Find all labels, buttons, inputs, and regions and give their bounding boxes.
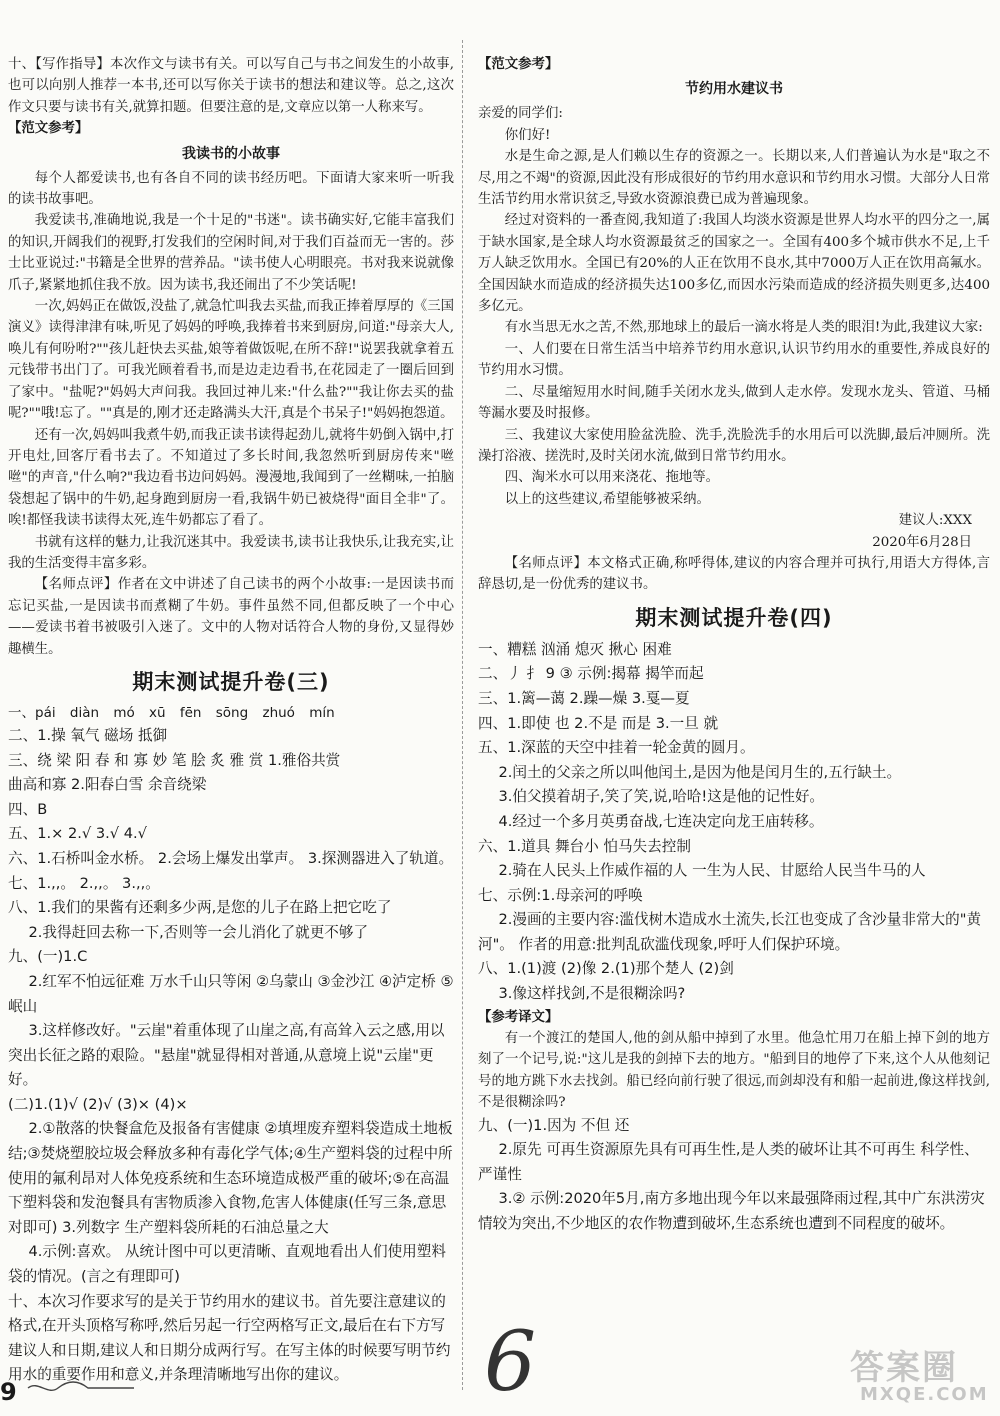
answer-line: 四、1.即使 也 2.不是 而是 3.一旦 就 — [478, 714, 719, 732]
answer-line: 2.骑在人民头上作威作福的人 一生为人民、甘愿给人民当牛马的人 — [498, 862, 926, 880]
flourish-ornament — [26, 1380, 136, 1396]
column-divider — [462, 40, 464, 1390]
essay-paragraph: 每个人都爱读书,也有各自不同的读书经历吧。下面请大家来听一听我的读书故事吧。 — [8, 170, 454, 208]
answer-line: 2.闰土的父亲之所以叫他闰土,是因为他是闰月生的,五行缺土。 — [498, 763, 902, 781]
essay-paragraph: 我爱读书,准确地说,我是一个十足的"书迷"。读书确实好,它能丰富我们的知识,开阔我们的视野,打发我们的空闲时间,对于我们百益而无一害的。莎士比亚说过:"书籍是全世界的营养品。"读书使人心明眼亮。书对我来说就像爪子,紧紧地抓住我不放。因为读书,我还闹出了不少笑话呢! — [8, 213, 454, 293]
answer-line: 2.漫画的主要内容:滥伐树木造成水土流失,长江也变成了含沙量非常大的"黄河"。 作者的用意:批判乱砍滥伐现象,呼吁人们保护环境。 — [478, 911, 982, 953]
answer-line: 九、(一)1.因为 不但 还 — [478, 1116, 630, 1134]
essay-title: 我读书的小故事 — [182, 145, 280, 162]
section-title-3: 期末测试提升卷(三) — [132, 669, 330, 694]
answer-line: 八、1.我们的果酱有还剩多少两,是您的儿子在路上把它吃了 — [8, 899, 392, 917]
left-column — [8, 54, 454, 1388]
teacher-comment: 【名师点评】作者在文中讲述了自己读书的两个小故事:一是因读书而忘记买盐,一是因读书而煮糊了牛奶。事件虽然不同,但都反映了一个中心——爱读书着书被吸引入迷了。文中的人物对话符合人物的身份,又显得妙趣横生。 — [8, 577, 454, 657]
answer-line: 3.② 示例:2020年5月,南方多地出现今年以来最强降雨过程,其中广东洪涝灾情较为突出,不少地区的农作物遭到破坏,生态系统也遭到不同程度的破坏。 — [478, 1190, 985, 1233]
answer-line: 3.这样修改好。"云崖"着重体现了山崖之高,有高耸入云之感,用以突出长征之路的艰险。"悬崖"就显得相对普通,从意境上说"云崖"更好。 — [8, 1022, 445, 1089]
answer-line: 4.经过一个多月英勇奋战,七连决定向龙王庙转移。 — [498, 812, 824, 830]
answer-line: 3.像这样找剑,不是很糊涂吗? — [498, 985, 686, 1003]
essay-paragraph: 还有一次,妈妈叫我煮牛奶,而我正读书读得起劲儿,就将牛奶倒入锅中,打开电灶,回客厅看书去了。不知道过了多长时间,我忽然听到厨房传来"咝咝"的声音,"什么响?"我边看书边问妈妈。漫漫地,我闻到了一丝糊味,一拍脑袋想起了锅中的牛奶,起身跑到厨房一看,我锅牛奶已被烧得"面目全非"了。唉!都怪我读书读得太死,连牛奶都忘了看了。 — [8, 427, 454, 529]
model-essay-tag: 【范文参考】 — [8, 120, 89, 137]
answer-line: 4.示例:喜欢。 从统计图中可以更清晰、直观地看出人们使用塑料袋的情况。(言之有理即可) — [8, 1243, 446, 1286]
letter-title: 节约用水建议书 — [685, 81, 783, 98]
watermark-logo — [850, 1340, 990, 1410]
watermark-chinese: 答案圈 — [850, 1348, 958, 1388]
answer-line: 十、本次习作要求写的是关于节约用水的建议书。首先要注意建议的格式,在开头顶格写称呼,然后另起一行空两格写正文,最后在右下方写建议人和日期,建议人和日期分成两行写。在写主体的时候要写明节约用水的重要作用和意义,并条理清晰地写出你的建议。 — [8, 1292, 451, 1384]
translation-text: 有一个渡江的楚国人,他的剑从船中掉到了水里。他急忙用刀在船上掉下剑的地方刻了一个记号,说:"这儿是我的剑掉下去的地方。"船到目的地停了下来,这个人从他刻记号的地方跳下水去找剑。船已经向前行驶了很远,而剑却没有和船一起前进,像这样找剑,不是很糊涂吗? — [478, 1031, 990, 1111]
svg-text:6: 6 — [484, 1315, 537, 1410]
answer-line: 二、1.操 氧气 磁场 抵御 — [8, 726, 168, 744]
answer-line: 3.伯父摸着胡子,笑了笑,说,哈哈!这是他的记性好。 — [498, 788, 825, 806]
letter-salutation: 亲爱的同学们: — [478, 106, 563, 122]
handwritten-digit — [482, 1315, 537, 1410]
answer-line: 六、1.道具 舞台小 怕马失去控制 — [478, 837, 691, 855]
pinyin-answers: 一、pái diàn mó xū fēn sōng zhuó mín — [8, 704, 335, 721]
answer-line: 七、1.,,。 2.,,。 3.,,。 — [8, 874, 160, 892]
letter-paragraph: 三、我建议大家使用脸盆洗脸、洗手,洗脸洗手的水用后可以洗脚,最后冲厕所。洗澡打浴液、搓洗时,及时关闭水流,做到日常节约用水。 — [478, 427, 990, 464]
answer-line: 2.我得赶回去称一下,否则等一会儿消化了就更不够了 — [28, 923, 369, 941]
answer-line: 2.①散落的快餐盒危及报备有害健康 ②填埋废弃塑料袋造成土地板结;③焚烧塑胶垃圾会释放多种有毒化学气体;④生产塑料袋的过程中所使用的氟利昂对人体免疫系统和生态环境造成极严重的破坏;⑤在高温下塑料袋和发泡餐具有害物质渗入食物,危害人体健康(任写三条,意思对即可) 3.列数字 生产塑料袋所耗的石油总量之大 — [8, 1120, 453, 1236]
answer-line: 二、丿 扌 9 ③ 示例:揭幕 揭竿而起 — [478, 665, 704, 683]
answer-line: 三、1.篱—蔼 2.躁—燥 3.戛—夏 — [478, 689, 690, 707]
answer-line: 一、糟糕 汹涌 熄灭 揪心 困难 — [478, 640, 672, 658]
answer-line: 三、绕 梁 阳 春 和 寡 妙 笔 脍 炙 雅 赏 1.雅俗共赏 — [8, 751, 341, 769]
essay-paragraph: 书就有这样的魅力,让我沉迷其中。我爱读书,读书让我快乐,让我充实,让我的生活变得丰富多彩。 — [8, 534, 454, 571]
answer-line: 八、1.(1)渡 (2)像 2.(1)那个楚人 (2)剑 — [478, 960, 734, 978]
letter-date: 2020年6月28日 — [872, 534, 972, 550]
answer-line: 七、示例:1.母亲河的呼唤 — [478, 886, 643, 904]
answer-line: 曲高和寡 2.阳春白雪 余音绕梁 — [8, 776, 207, 794]
letter-paragraph: 二、尽量缩短用水时间,随手关闭水龙头,做到人走水停。发现水龙头、管道、马桶等漏水要及时报修。 — [478, 384, 990, 422]
answer-line: 五、1.× 2.√ 3.√ 4.√ — [8, 825, 147, 843]
answer-line: 四、B — [8, 800, 48, 818]
essay-paragraph: 一次,妈妈正在做饭,没盐了,就急忙叫我去买盐,而我正捧着厚厚的《三国演义》读得津津有味,听见了妈妈的呼唤,我捧着书来到厨房,问道:"母亲大人,唤儿有何吩咐?""孩儿赶快去买盐,娘等着做饭呢,在所不辞!"说罢我就拿着五元钱带书出门了。可我光顾着看书,而是边走边看书,在花园走了一圈后回到了家中。"盐呢?"妈妈大声问我。我回过神儿来:"什么盐?""我让你去买的盐呢?""哦!忘了。""真是的,刚才还走路满头大汗,真是个书呆子!"妈妈抱怨道。 — [8, 299, 454, 422]
letter-paragraph: 一、人们要在日常生活当中培养节约用水意识,认识节约用水的重要性,养成良好的节约用水习惯。 — [478, 341, 990, 379]
answer-line: 2.红军不怕远征难 万水千山只等闲 ②乌蒙山 ③金沙江 ④泸定桥 ⑤岷山 — [8, 972, 454, 1015]
letter-greeting: 你们好! — [504, 127, 551, 143]
teacher-comment: 【名师点评】本文格式正确,称呼得体,建议的内容合理并可执行,用语大方得体,言辞恳切,是一份优秀的建议书。 — [478, 555, 990, 593]
letter-paragraph: 有水当思无水之苦,不然,那地球上的最后一滴水将是人类的眼泪!为此,我建议大家: — [504, 320, 983, 336]
answer-line: 2.原先 可再生资源原先具有可再生性,是人类的破坏让其不可再生 科学性、严谨性 — [478, 1141, 979, 1183]
letter-paragraph: 经过对资料的一番查阅,我知道了:我国人均淡水资源是世界人均水平的四分之一,属于缺水国家,是全球人均水资源最贫乏的国家之一。全国有400多个城市供水不足,上千万人缺乏饮用水。全国已有20%的人正在饮用不良水,其中7000万人正在饮用高氟水。全国因缺水而造成的经济损失达100多亿,而因水污染而造成的经济损失则更多,达400多亿元。 — [478, 213, 990, 315]
watermark-url: MXQE.COM — [860, 1384, 989, 1405]
answer-line: 六、1.石桥叫金水桥。 2.会场上爆发出掌声。 3.探测器进入了轨道。 — [8, 849, 454, 867]
letter-paragraph: 以上的这些建议,希望能够被采纳。 — [504, 491, 710, 507]
right-column — [478, 54, 990, 1237]
writing-guide: 十、【写作指导】本次作文与读书有关。可以写自己与书之间发生的小故事,也可以向别人推荐一本书,还可以写你关于读书的想法和建议等。总之,这次作文只要与读书有关,就算扣题。但要注意的是,文章应以第一人称来写。 — [8, 57, 454, 115]
answer-line: 五、1.深蓝的天空中挂着一轮金黄的圆月。 — [478, 739, 755, 757]
letter-signer: 建议人:XXX — [898, 513, 972, 529]
section-title-4: 期末测试提升卷(四) — [635, 605, 833, 630]
model-letter-tag: 【范文参考】 — [478, 56, 559, 72]
letter-paragraph: 四、淘米水可以用来浇花、拖地等。 — [504, 470, 720, 486]
translation-tag: 【参考译文】 — [478, 1008, 559, 1025]
answer-line: 九、(一)1.C — [8, 948, 88, 966]
letter-paragraph: 水是生命之源,是人们赖以生存的资源之一。长期以来,人们普遍认为水是"取之不尽,用之不竭"的资源,因此没有形成很好的节约用水意识和节约用水习惯。大部分人日常生活节约用水常识贫乏,导致水资源浪费已成为普遍现象。 — [478, 149, 990, 208]
page-number: 9 — [0, 1378, 17, 1406]
answer-line: (二)1.(1)√ (2)√ (3)× (4)× — [8, 1095, 188, 1113]
